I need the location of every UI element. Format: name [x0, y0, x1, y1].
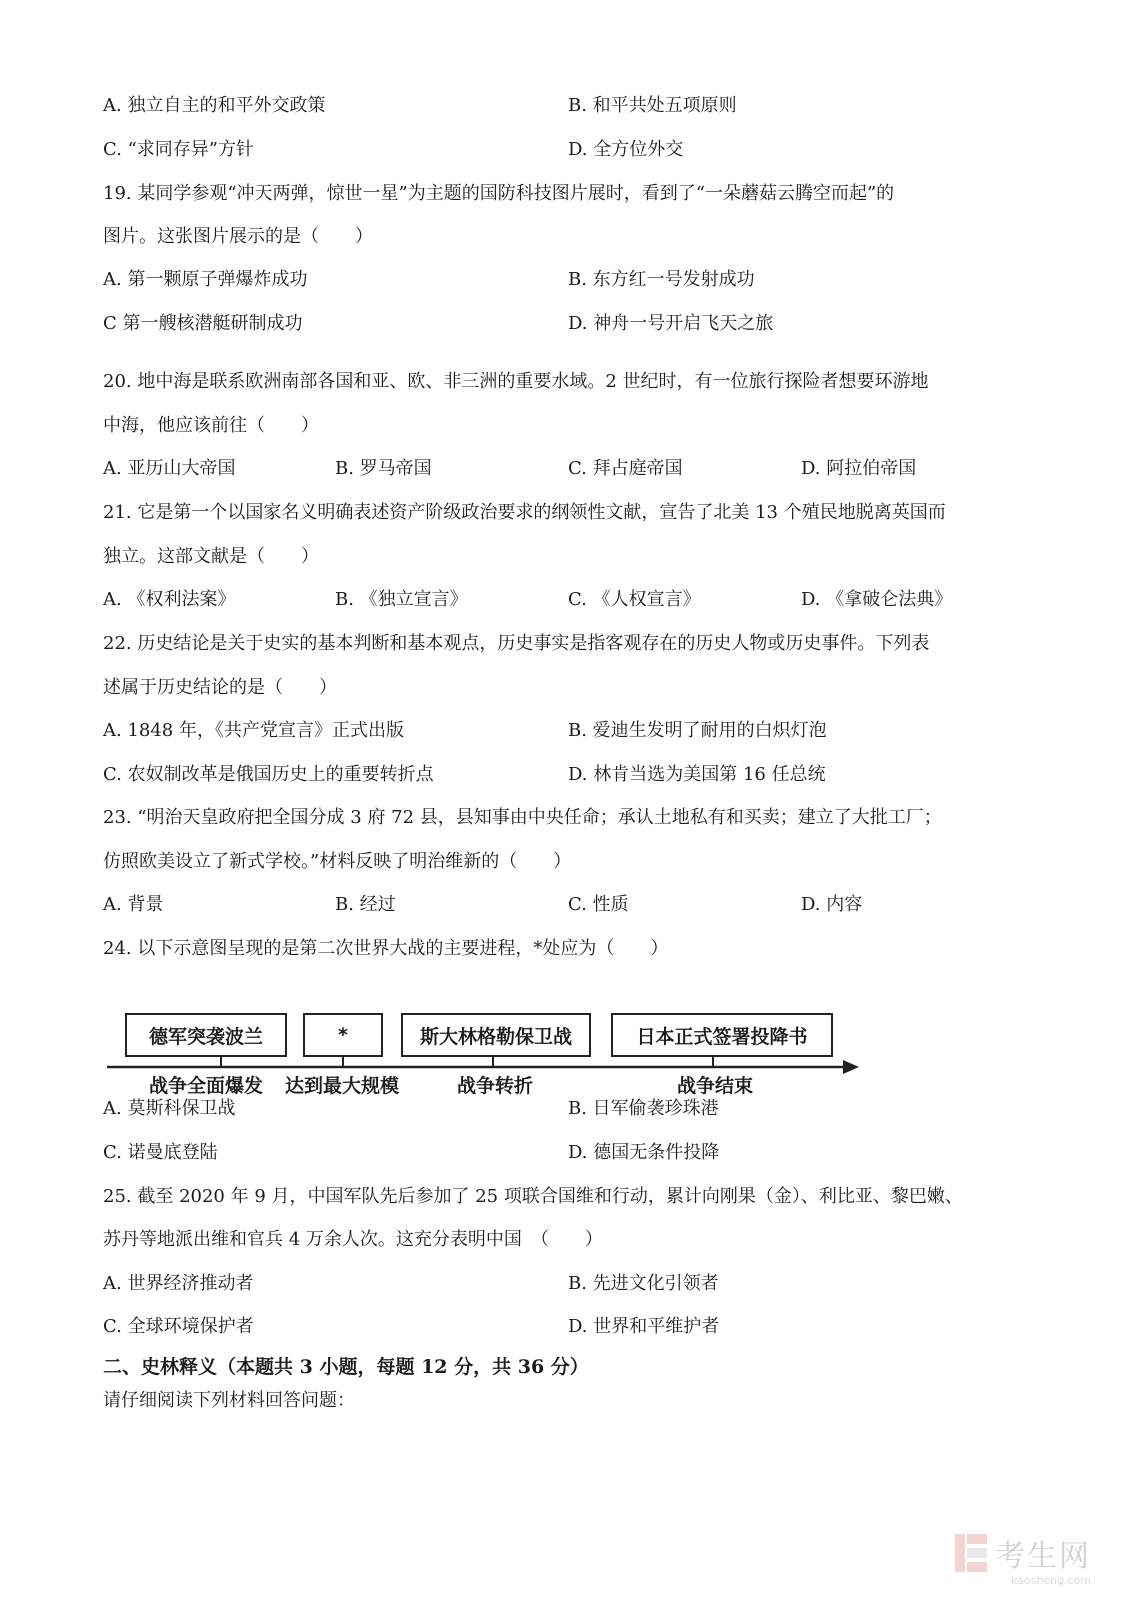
q18-option-d: D. 全方位外交 [568, 139, 684, 160]
q21-option-c: C. 《人权宣言》 [568, 589, 701, 610]
q22-option-a: A. 1848 年，《共产党宣言》正式出版 [103, 720, 404, 741]
q25-stem-line2: 苏丹等地派出维和官兵 4 万余人次。这充分表明中国 （ ） [103, 1229, 603, 1250]
q21-stem-line2: 独立。这部文献是（ ） [103, 546, 319, 567]
q23-option-b: B. 经过 [335, 894, 396, 915]
timeline-arrowhead [843, 1060, 859, 1074]
q19-stem-line2: 图片。这张图片展示的是（ ） [103, 226, 373, 247]
q21-stem-line1: 21. 它是第一个以国家名义明确表述资产阶级政治要求的纲领性文献，宣告了北美 13 个殖民地脱离英国而 [103, 502, 946, 523]
q23-stem-line2: 仿照欧美设立了新式学校。”材料反映了明治维新的（ ） [103, 851, 572, 872]
q25-option-b: B. 先进文化引领者 [568, 1273, 719, 1294]
q25-stem-line1: 25. 截至 2020 年 9 月，中国军队先后参加了 25 项联合国维和行动，累计向刚果（金）、利比亚、黎巴嫩、 [103, 1186, 963, 1207]
q18-option-c: C. “求同存异”方针 [103, 139, 254, 160]
q25-option-d: D. 世界和平维护者 [568, 1316, 720, 1337]
q19-option-d: D. 神舟一号开启飞天之旅 [568, 313, 774, 334]
q20-option-c: C. 拜占庭帝国 [568, 458, 683, 479]
q21-option-b: B. 《独立宣言》 [335, 589, 468, 610]
q22-stem-line2: 述属于历史结论的是（ ） [103, 677, 337, 698]
q19-stem-line1: 19. 某同学参观“冲天两弹，惊世一星”为主题的国防科技图片展时，看到了“一朵蘑菇云腾空而起”的 [103, 183, 895, 204]
q24-stem-line1: 24. 以下示意图呈现的是第二次世界大战的主要进程，*处应为（ ） [103, 938, 669, 959]
q22-option-b: B. 爱迪生发明了耐用的白炽灯泡 [568, 720, 827, 741]
q18-option-a: A. 独立自主的和平外交政策 [103, 95, 326, 116]
section-2-instruction: 请仔细阅读下列材料回答问题： [103, 1390, 355, 1411]
q22-option-d: D. 林肯当选为美国第 16 任总统 [568, 764, 826, 785]
q24-option-b: B. 日军偷袭珍珠港 [568, 1098, 719, 1119]
q19-option-c: C 第一艘核潜艇研制成功 [103, 313, 303, 334]
q19-option-b: B. 东方红一号发射成功 [568, 269, 755, 290]
timeline-stage-turning: 战争转折 [457, 1075, 534, 1097]
q22-option-c: C. 农奴制改革是俄国历史上的重要转折点 [103, 764, 434, 785]
q23-option-a: A. 背景 [103, 894, 164, 915]
q18-option-b: B. 和平共处五项原则 [568, 95, 737, 116]
q20-option-b: B. 罗马帝国 [335, 458, 432, 479]
q23-option-c: C. 性质 [568, 894, 629, 915]
watermark-url: kaosheng.com [1010, 1574, 1091, 1587]
q23-option-d: D. 内容 [801, 894, 863, 915]
section-2-title: 二、史林释义（本题共 3 小题，每题 12 分，共 36 分） [103, 1356, 589, 1378]
timeline-box-star: * [303, 1013, 383, 1057]
q21-option-d: D. 《拿破仑法典》 [801, 589, 953, 610]
q22-stem-line1: 22. 历史结论是关于史实的基本判断和基本观点，历史事实是指客观存在的历史人物或历史事件。下列表 [103, 633, 930, 654]
timeline-box-stalingrad: 斯大林格勒保卫战 [401, 1013, 591, 1057]
watermark [953, 1531, 1091, 1587]
q25-option-c: C. 全球环境保护者 [103, 1316, 254, 1337]
timeline-box-japan-surrender: 日本正式签署投降书 [611, 1013, 833, 1057]
watermark-text: 考生网 [995, 1539, 1091, 1574]
q20-stem-line1: 20. 地中海是联系欧洲南部各国和亚、欧、非三洲的重要水域。2 世纪时，有一位旅行探险者想要环游地 [103, 371, 929, 392]
q20-stem-line2: 中海，他应该前往（ ） [103, 415, 319, 436]
timeline-stage-end: 战争结束 [677, 1075, 754, 1097]
watermark-logo-icon [953, 1532, 989, 1574]
q24-option-c: C. 诺曼底登陆 [103, 1142, 218, 1163]
timeline-stage-outbreak: 战争全面爆发 [149, 1075, 264, 1097]
q24-option-a: A. 莫斯科保卫战 [103, 1098, 236, 1119]
timeline-box-poland: 德军突袭波兰 [125, 1013, 287, 1057]
q24-option-d: D. 德国无条件投降 [568, 1142, 720, 1163]
q20-option-a: A. 亚历山大帝国 [103, 458, 236, 479]
q19-option-a: A. 第一颗原子弹爆炸成功 [103, 269, 308, 290]
q25-option-a: A. 世界经济推动者 [103, 1273, 254, 1294]
q21-option-a: A. 《权利法案》 [103, 589, 236, 610]
q23-stem-line1: 23. “明治天皇政府把全国分成 3 府 72 县，县知事由中央任命；承认土地私有和买卖；建立了大批工厂； [103, 807, 942, 828]
timeline-stage-max-scale: 达到最大规模 [285, 1075, 400, 1097]
q20-option-d: D. 阿拉伯帝国 [801, 458, 917, 479]
